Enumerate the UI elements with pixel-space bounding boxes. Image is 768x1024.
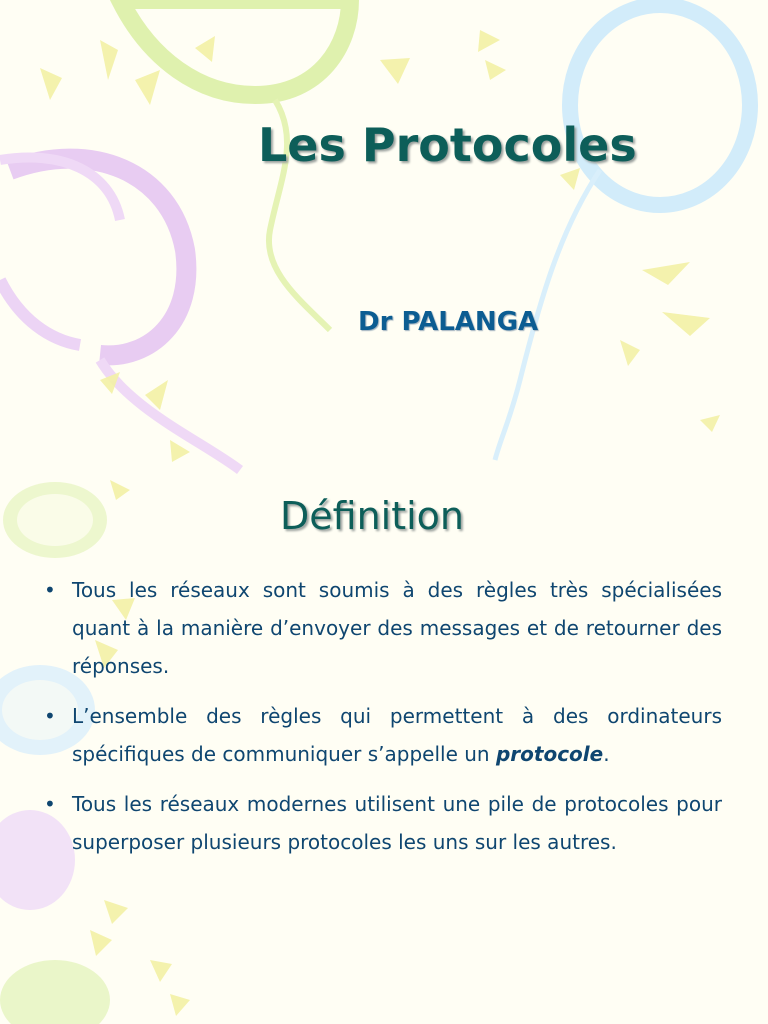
bullet-text: L’ensemble des règles qui permettent à des ordinateurs spécifiques de communiquer s’appelle un — [72, 704, 722, 766]
bullet-list — [44, 571, 722, 873]
bullet-dot-icon: • — [44, 578, 56, 602]
slide-title: Les Protocoles — [258, 118, 637, 172]
bullet-item — [44, 785, 722, 861]
section-title: Définition — [280, 494, 465, 538]
bullet-dot-icon: • — [44, 704, 56, 728]
bullet-text: Tous les réseaux sont soumis à des règles très spécialisées quant à la manière d’envoyer des messages et de retourner des réponses. — [72, 578, 722, 678]
bullet-text-end: . — [603, 742, 610, 766]
bullet-dot-icon: • — [44, 792, 56, 816]
bullet-item — [44, 697, 722, 773]
author-name: Dr PALANGA — [358, 307, 539, 337]
bullet-emphasis: protocole — [495, 742, 604, 766]
bullet-text: Tous les réseaux modernes utilisent une pile de protocoles pour superposer plusieurs protocoles les uns sur les autres. — [72, 792, 722, 854]
bullet-item — [44, 571, 722, 685]
